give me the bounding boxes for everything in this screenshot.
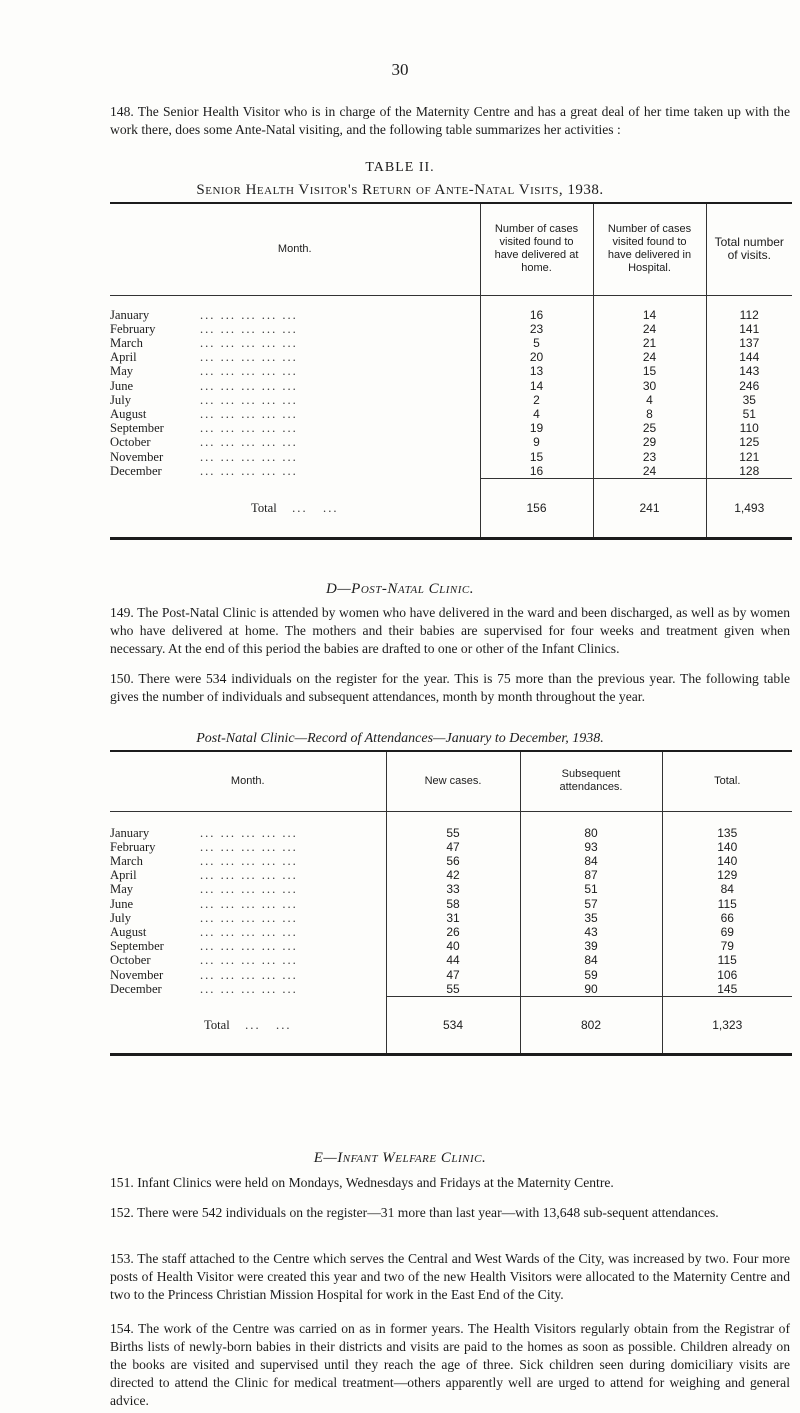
cell-total: 144 xyxy=(706,350,792,364)
table-row xyxy=(110,968,792,982)
header-subsequent: Subsequent attendances. xyxy=(520,751,662,811)
cell-new: 47 xyxy=(386,840,520,854)
cell-hospital: 14 xyxy=(593,295,706,322)
total-subsequent: 802 xyxy=(520,996,662,1054)
month-label: May xyxy=(110,364,134,379)
leader-dots: ... ... ... ... ... xyxy=(200,868,298,883)
month-cell xyxy=(110,393,480,407)
month-cell xyxy=(110,925,386,939)
cell-new: 42 xyxy=(386,868,520,882)
cell-subsequent: 80 xyxy=(520,811,662,840)
month-cell xyxy=(110,897,386,911)
total-visits: 1,493 xyxy=(706,478,792,538)
leader-dots: ... ... ... ... ... xyxy=(200,953,298,968)
month-cell xyxy=(110,295,480,322)
leader-dots: ... ... ... ... ... xyxy=(200,421,298,436)
cell-subsequent: 59 xyxy=(520,968,662,982)
leader-dots: ... ... ... ... ... xyxy=(200,406,298,421)
month-cell xyxy=(110,379,480,393)
leader-dots: ... ... ... ... ... xyxy=(200,335,298,350)
cell-total: 128 xyxy=(706,464,792,479)
paragraph-152: 152. There were 542 individuals on the register—31 more than last year—with 13,648 sub-sequent attendances. xyxy=(110,1205,719,1220)
month-label: March xyxy=(110,335,143,350)
total-new: 534 xyxy=(386,996,520,1054)
month-cell xyxy=(110,421,480,435)
cell-new: 56 xyxy=(386,854,520,868)
cell-total: 140 xyxy=(662,854,792,868)
cell-total: 129 xyxy=(662,868,792,882)
month-cell xyxy=(110,882,386,896)
cell-total: 35 xyxy=(706,393,792,407)
month-cell xyxy=(110,982,386,997)
cell-hospital: 21 xyxy=(593,336,706,350)
leader-dots: ... ... ... ... ... xyxy=(200,435,298,450)
month-label: November xyxy=(110,967,164,982)
cell-total: 112 xyxy=(706,295,792,322)
month-cell xyxy=(110,364,480,378)
cell-total: 121 xyxy=(706,450,792,464)
month-label: May xyxy=(110,882,134,897)
leader-dots: ... ... ... ... ... xyxy=(200,853,298,868)
cell-total: 115 xyxy=(662,953,792,967)
cell-new: 33 xyxy=(386,882,520,896)
month-label: January xyxy=(110,825,150,840)
table-row xyxy=(110,811,792,840)
cell-subsequent: 43 xyxy=(520,925,662,939)
leader-dots: ... ... ... ... ... xyxy=(200,392,298,407)
total-label: Total ... ... xyxy=(251,500,339,515)
table-row xyxy=(110,450,792,464)
month-label: February xyxy=(110,839,156,854)
paragraph-153: 153. The staff attached to the Centre which serves the Central and West Wards of the City, was increased by two. Four more posts of Health Visitor were created this year and two of the new Health Visitors were allocated to the Maternity Centre and two to the Princess Christian Mission Hospital for work in the East End of the City. xyxy=(110,1251,790,1302)
cell-hospital: 4 xyxy=(593,393,706,407)
paragraph-148: 148. The Senior Health Visitor who is in charge of the Maternity Centre and has a great deal of her time taken up with the work there, does some Ante-Natal visiting, and the following table summarizes her activities : xyxy=(110,104,790,137)
cell-subsequent: 84 xyxy=(520,854,662,868)
leader-dots: ... ... ... ... ... xyxy=(200,825,298,840)
cell-new: 55 xyxy=(386,982,520,997)
leader-dots: ... ... ... ... ... xyxy=(200,981,298,996)
table-row xyxy=(110,336,792,350)
cell-total: 51 xyxy=(706,407,792,421)
month-label: January xyxy=(110,307,150,322)
cell-new: 58 xyxy=(386,897,520,911)
cell-home: 9 xyxy=(480,435,593,449)
cell-total: 143 xyxy=(706,364,792,378)
table-row xyxy=(110,953,792,967)
section-d-heading: D—Post-Natal Clinic. xyxy=(326,581,474,597)
cell-subsequent: 57 xyxy=(520,897,662,911)
cell-new: 26 xyxy=(386,925,520,939)
month-label: August xyxy=(110,924,147,939)
leader-dots: ... ... ... ... ... xyxy=(200,364,298,379)
cell-total: 110 xyxy=(706,421,792,435)
header-hospital: Number of cases visited found to have delivered in Hospital. xyxy=(593,203,706,295)
month-label: October xyxy=(110,435,151,450)
header-month: Month. xyxy=(277,242,312,255)
table-row xyxy=(110,364,792,378)
table-row xyxy=(110,322,792,336)
leader-dots: ... ... ... ... ... xyxy=(200,882,298,897)
paragraph-151: 151. Infant Clinics were held on Mondays, Wednesdays and Fridays at the Maternity Centre. xyxy=(110,1175,614,1190)
table-row xyxy=(110,939,792,953)
cell-new: 44 xyxy=(386,953,520,967)
total-hospital: 241 xyxy=(593,478,706,538)
cell-total: 106 xyxy=(662,968,792,982)
cell-new: 47 xyxy=(386,968,520,982)
table-2-label: TABLE II. xyxy=(365,160,435,175)
month-cell xyxy=(110,953,386,967)
table-row xyxy=(110,435,792,449)
cell-total: 79 xyxy=(662,939,792,953)
cell-total: 115 xyxy=(662,897,792,911)
leader-dots: ... ... ... ... ... xyxy=(200,321,298,336)
table-row xyxy=(110,868,792,882)
cell-subsequent: 35 xyxy=(520,911,662,925)
cell-total: 135 xyxy=(662,811,792,840)
leader-dots: ... ... ... ... ... xyxy=(200,378,298,393)
leader-dots: ... ... ... ... ... xyxy=(200,924,298,939)
table-row xyxy=(110,882,792,896)
cell-home: 4 xyxy=(480,407,593,421)
month-cell xyxy=(110,350,480,364)
month-label: April xyxy=(110,868,137,883)
total-home: 156 xyxy=(480,478,593,538)
cell-home: 16 xyxy=(480,464,593,479)
cell-home: 14 xyxy=(480,379,593,393)
leader-dots: ... ... ... ... ... xyxy=(200,896,298,911)
table-3-title: Post-Natal Clinic—Record of Attendances—January to December, 1938. xyxy=(196,731,604,746)
ante-natal-visits-table xyxy=(110,202,792,540)
cell-home: 13 xyxy=(480,364,593,378)
cell-hospital: 24 xyxy=(593,350,706,364)
cell-hospital: 25 xyxy=(593,421,706,435)
cell-home: 23 xyxy=(480,322,593,336)
month-cell xyxy=(110,854,386,868)
month-label: August xyxy=(110,406,147,421)
leader-dots: ... ... ... ... ... xyxy=(200,307,298,322)
cell-hospital: 29 xyxy=(593,435,706,449)
cell-hospital: 30 xyxy=(593,379,706,393)
table-row xyxy=(110,982,792,997)
month-cell xyxy=(110,450,480,464)
leader-dots: ... ... ... ... ... xyxy=(200,463,298,478)
month-cell xyxy=(110,868,386,882)
cell-home: 15 xyxy=(480,450,593,464)
page-number: 30 xyxy=(391,60,409,79)
month-cell xyxy=(110,939,386,953)
month-label: July xyxy=(110,910,131,925)
table-row xyxy=(110,295,792,322)
month-label: September xyxy=(110,939,164,954)
header-home: Number of cases visited found to have delivered at home. xyxy=(480,203,593,295)
cell-hospital: 8 xyxy=(593,407,706,421)
cell-subsequent: 84 xyxy=(520,953,662,967)
total-label: Total ... ... xyxy=(204,1017,292,1032)
cell-total: 145 xyxy=(662,982,792,997)
paragraph-154: 154. The work of the Centre was carried on as in former years. The Health Visitors regularly obtain from the Registrar of Births lists of newly-born babies in their districts and visits are paid to the homes as soon as possible. Children already on the books are visited and supervised until they reach the age of three. Sick children seen during domiciliary visits are directed to attend the Clinic for medical treatment—others apparently well are urged to attend for weighing and general advice. xyxy=(110,1321,790,1408)
table-row xyxy=(110,350,792,364)
leader-dots: ... ... ... ... ... xyxy=(200,910,298,925)
cell-new: 31 xyxy=(386,911,520,925)
month-cell xyxy=(110,435,480,449)
leader-dots: ... ... ... ... ... xyxy=(200,350,298,365)
month-label: February xyxy=(110,321,156,336)
leader-dots: ... ... ... ... ... xyxy=(200,449,298,464)
table-2-title: Senior Health Visitor's Return of Ante-Natal Visits, 1938. xyxy=(196,182,604,198)
section-e-heading: E—Infant Welfare Clinic. xyxy=(313,1150,487,1166)
month-label: October xyxy=(110,953,151,968)
table-row xyxy=(110,897,792,911)
month-cell xyxy=(110,840,386,854)
header-month: Month. xyxy=(230,774,265,787)
cell-subsequent: 87 xyxy=(520,868,662,882)
month-label: June xyxy=(110,378,134,393)
cell-subsequent: 51 xyxy=(520,882,662,896)
cell-total: 66 xyxy=(662,911,792,925)
post-natal-attendance-table xyxy=(110,750,792,1056)
table-row xyxy=(110,407,792,421)
table-row xyxy=(110,840,792,854)
table-row xyxy=(110,854,792,868)
cell-total: 140 xyxy=(662,840,792,854)
cell-hospital: 23 xyxy=(593,450,706,464)
cell-subsequent: 39 xyxy=(520,939,662,953)
month-cell xyxy=(110,464,480,479)
leader-dots: ... ... ... ... ... xyxy=(200,839,298,854)
cell-home: 2 xyxy=(480,393,593,407)
cell-total: 125 xyxy=(706,435,792,449)
table-row xyxy=(110,925,792,939)
month-cell xyxy=(110,811,386,840)
paragraph-150: 150. There were 534 individuals on the register for the year. This is 75 more than the previous year. The following table gives the number of individuals and subsequent attendances, month by month throughout the year. xyxy=(110,671,790,704)
cell-home: 20 xyxy=(480,350,593,364)
month-label: April xyxy=(110,350,137,365)
cell-subsequent: 93 xyxy=(520,840,662,854)
month-cell xyxy=(110,336,480,350)
leader-dots: ... ... ... ... ... xyxy=(200,967,298,982)
header-total-visits: Total number of visits. xyxy=(706,203,792,295)
month-cell xyxy=(110,407,480,421)
header-new-cases: New cases. xyxy=(386,751,520,811)
table-row xyxy=(110,393,792,407)
cell-new: 40 xyxy=(386,939,520,953)
cell-home: 16 xyxy=(480,295,593,322)
month-label: November xyxy=(110,449,164,464)
table-row xyxy=(110,379,792,393)
month-label: March xyxy=(110,853,143,868)
cell-total: 141 xyxy=(706,322,792,336)
paragraph-149: 149. The Post-Natal Clinic is attended by women who have delivered in the ward and been discharged, as well as by women who have delivered at home. The mothers and their babies are supervised for four weeks and treatment given when necessary. At the end of this period the babies are drafted to one or other of the Infant Clinics. xyxy=(110,605,790,656)
cell-home: 5 xyxy=(480,336,593,350)
cell-home: 19 xyxy=(480,421,593,435)
cell-total: 84 xyxy=(662,882,792,896)
month-cell xyxy=(110,968,386,982)
table-row xyxy=(110,911,792,925)
month-label: June xyxy=(110,896,134,911)
month-cell xyxy=(110,322,480,336)
cell-hospital: 24 xyxy=(593,464,706,479)
month-label: December xyxy=(110,981,162,996)
month-cell xyxy=(110,911,386,925)
header-total: Total. xyxy=(662,751,792,811)
cell-total: 137 xyxy=(706,336,792,350)
month-label: July xyxy=(110,392,131,407)
table-row xyxy=(110,421,792,435)
cell-new: 55 xyxy=(386,811,520,840)
cell-subsequent: 90 xyxy=(520,982,662,997)
leader-dots: ... ... ... ... ... xyxy=(200,939,298,954)
month-label: September xyxy=(110,421,164,436)
cell-hospital: 15 xyxy=(593,364,706,378)
cell-total: 246 xyxy=(706,379,792,393)
total-all: 1,323 xyxy=(662,996,792,1054)
month-label: December xyxy=(110,463,162,478)
cell-hospital: 24 xyxy=(593,322,706,336)
table-row xyxy=(110,464,792,479)
cell-total: 69 xyxy=(662,925,792,939)
